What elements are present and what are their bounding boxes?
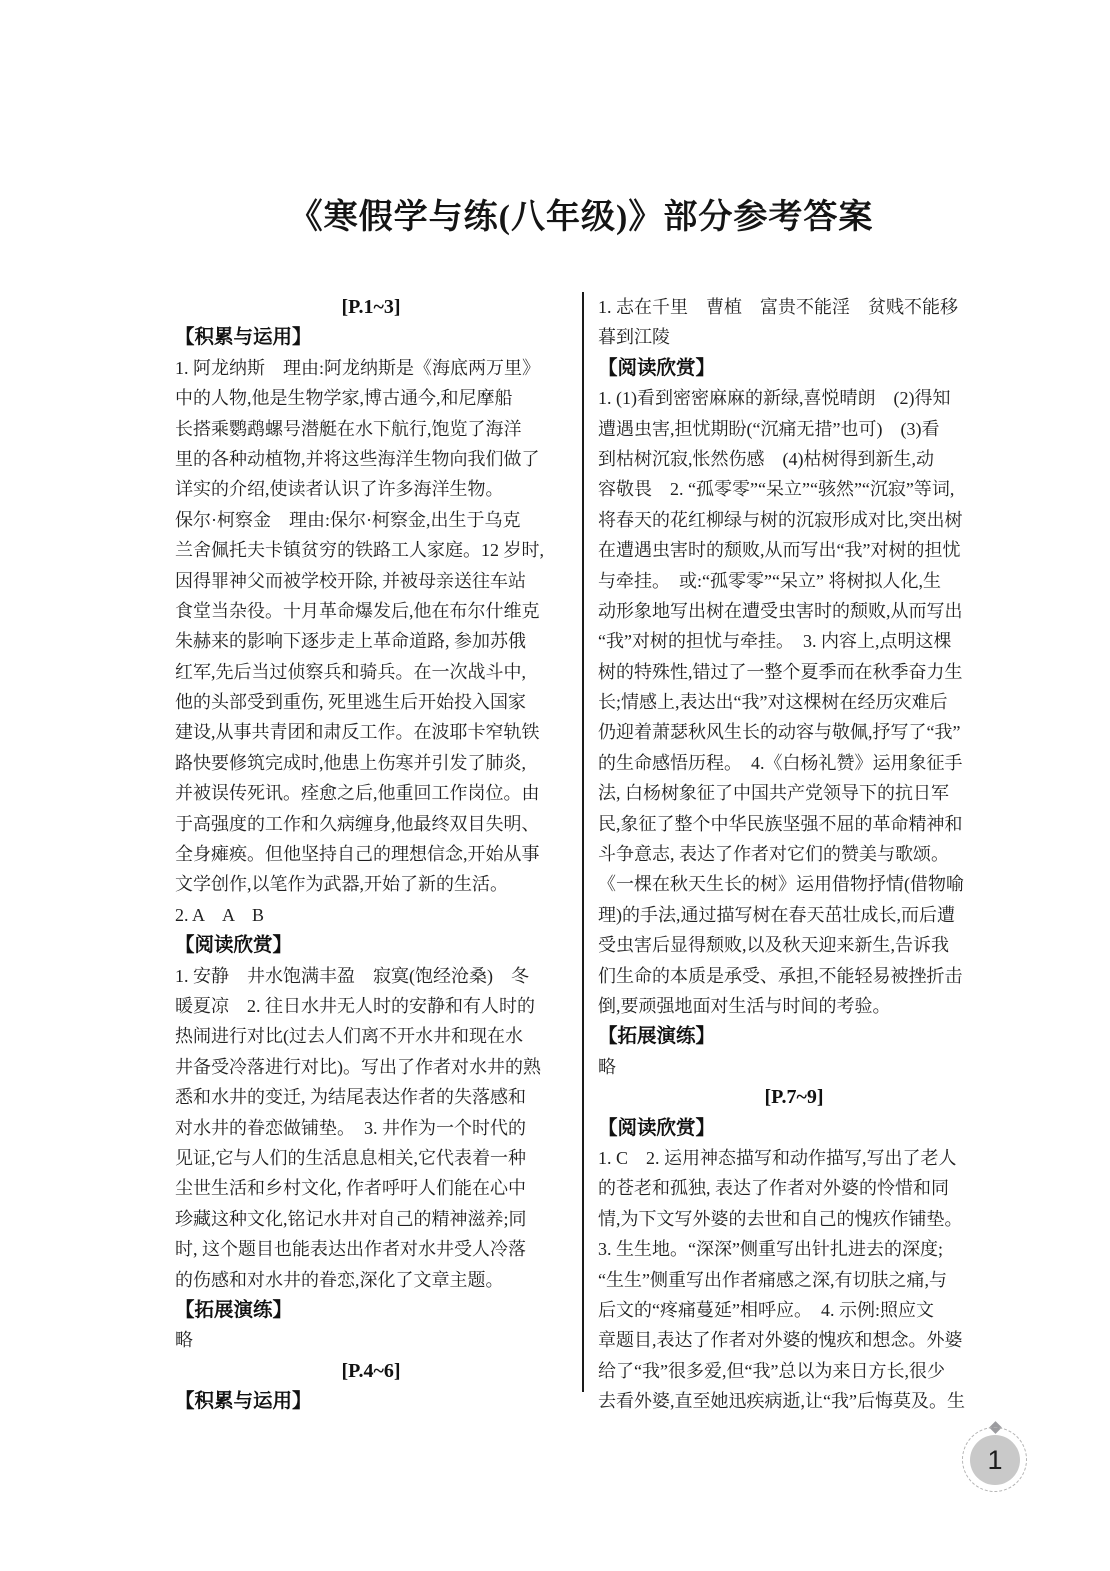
text-line-body: 情,为下文写外婆的去世和自己的愧疚作铺垫。 — [598, 1208, 963, 1229]
text-line-body: 于高强度的工作和久病缠身,他最终双目失明、 — [175, 813, 540, 834]
text-line-body: 路快要修筑完成时,他患上伤寒并引发了肺炎, — [175, 752, 526, 773]
text-line-body: 将春天的花红柳绿与树的沉寂形成对比,突出树 — [598, 509, 963, 530]
text-line-body: 理)的手法,通过描写树在春天茁壮成长,而后遭 — [598, 904, 955, 925]
text-line-body: 悉和水井的变迁, 为结尾表达作者的失落感和 — [175, 1087, 526, 1108]
page-title: 《寒假学与练(八年级)》部分参考答案 — [288, 199, 874, 236]
text-line-body: 章题目,表达了作者对外婆的愧疚和想念。外婆 — [598, 1330, 963, 1351]
text-line-body: 遭遇虫害,担忧期盼(“沉痛无措”也可) (3)看 — [598, 418, 940, 439]
text-line-header: 【积累与运用】 — [175, 326, 312, 349]
text-line-body: 热闹进行对比(过去人们离不开水井和现在水 — [175, 1026, 523, 1047]
text-line-body: 动形象地写出树在遭受虫害时的颓败,从而写出 — [598, 600, 963, 621]
text-line-body: 长;情感上,表达出“我”对这棵树在经历灾难后 — [598, 692, 948, 713]
text-line-body: 并被误传死讯。痊愈之后,他重回工作岗位。由 — [175, 783, 540, 804]
text-line-body: 因得罪神父而被学校开除, 并被母亲送往车站 — [175, 570, 526, 591]
text-line-body: 倒,要顽强地面对生活与时间的考验。 — [598, 995, 891, 1016]
text-line-body: 见证,它与人们的生活息息相关,它代表着一种 — [175, 1147, 526, 1168]
text-line-body: 详实的介绍,使读者认识了许多海洋生物。 — [175, 479, 504, 500]
text-line-body: 1. 安静 井水饱满丰盈 寂寞(饱经沧桑) 冬 — [175, 965, 529, 986]
text-line-body: 暖夏凉 2. 往日水井无人时的安静和有人时的 — [175, 995, 535, 1016]
page-number: 1 — [970, 1435, 1020, 1485]
text-line-page_ref: [P.1~3] — [341, 296, 401, 318]
text-line-body: 暮到江陵 — [598, 327, 670, 348]
text-line-body: 全身瘫痪。但他坚持自己的理想信念,开始从事 — [175, 844, 540, 865]
text-line-body: 到枯树沉寂,怅然伤感 (4)枯树得到新生,动 — [598, 448, 934, 469]
text-line-body: “生生”侧重写出作者痛感之深,有切肤之痛,与 — [598, 1269, 947, 1290]
text-line-page_ref: [P.4~6] — [341, 1359, 401, 1382]
text-line-body: 略 — [598, 1056, 616, 1077]
text-line-body: 建设,从事共青团和肃反工作。在波耶卡窄轨铁 — [175, 722, 540, 743]
text-line-body: 兰舍佩托夫卡镇贫穷的铁路工人家庭。12 岁时, — [175, 540, 544, 561]
text-line-body: 1. 志在千里 曹植 富贵不能淫 贫贱不能移 — [598, 297, 958, 317]
text-line-body: 法, 白杨树象征了中国共产党领导下的抗日军 — [598, 783, 949, 804]
text-line-header: 【积累与运用】 — [175, 1390, 312, 1413]
text-line-body: 民,象征了整个中华民族坚强不屈的革命精神和 — [598, 813, 963, 834]
text-line-body: 文学创作,以笔作为武器,开始了新的生活。 — [175, 874, 508, 895]
text-line-body: 仍迎着萧瑟秋风生长的动容与敬佩,抒写了“我” — [598, 722, 961, 743]
text-line-body: 受虫害后显得颓败,以及秋天迎来新生,告诉我 — [598, 935, 949, 956]
column-divider — [582, 292, 584, 1392]
right-column — [598, 292, 990, 1416]
text-line-body: “我”对树的担忧与牵挂。 3. 内容上,点明这棵 — [598, 631, 952, 652]
text-line-body: 3. 生生地。“深深”侧重写出针扎进去的深度; — [598, 1239, 943, 1260]
text-line-body: 们生命的本质是承受、承担,不能轻易被挫折击 — [598, 965, 963, 986]
text-line-body: 的伤感和对水井的眷恋,深化了文章主题。 — [175, 1269, 504, 1290]
text-line-body: 他的头部受到重伤, 死里逃生后开始投入国家 — [175, 692, 526, 713]
text-line-body: 容敬畏 2. “孤零零”“呆立”“骇然”“沉寂”等词, — [598, 479, 955, 500]
text-line-body: 的苍老和孤独, 表达了作者对外婆的怜惜和同 — [598, 1178, 949, 1199]
text-line-body: 朱赫来的影响下逐步走上革命道路, 参加苏俄 — [175, 631, 526, 652]
text-line-body: 树的特殊性,错过了一整个夏季而在秋季奋力生 — [598, 661, 963, 682]
text-line-body: 在遭遇虫害时的颓败,从而写出“我”对树的担忧 — [598, 540, 961, 561]
text-line-body: 1. 阿龙纳斯 理由:阿龙纳斯是《海底两万里》 — [175, 357, 540, 378]
text-line-body: 斗争意志, 表达了作者对它们的赞美与歌颂。 — [598, 844, 949, 865]
text-line-body: 红军,先后当过侦察兵和骑兵。在一次战斗中, — [175, 661, 526, 682]
text-line-header: 【拓展演练】 — [598, 1025, 716, 1048]
text-line-body: 1. (1)看到密密麻麻的新绿,喜悦晴朗 (2)得知 — [598, 388, 951, 409]
text-line-body: 尘世生活和乡村文化, 作者呼吁人们能在心中 — [175, 1178, 526, 1199]
text-line-body: 食堂当杂役。十月革命爆发后,他在布尔什维克 — [175, 600, 540, 621]
text-line-body: 井备受冷落进行对比)。写出了作者对水井的熟 — [175, 1056, 541, 1077]
text-line-body: 中的人物,他是生物学家,博古通今,和尼摩船 — [175, 388, 513, 409]
text-line-header: 【拓展演练】 — [175, 1298, 293, 1321]
text-line-body: 与牵挂。 或:“孤零零”“呆立” 将树拟人化,生 — [598, 570, 941, 591]
text-line-body: 1. C 2. 运用神态描写和动作描写,写出了老人 — [598, 1147, 957, 1168]
text-line-body: 给了“我”很多爱,但“我”总以为来日方长,很少 — [598, 1360, 945, 1381]
text-line-header: 【阅读欣赏】 — [598, 1116, 716, 1139]
text-line-body: 去看外婆,直至她迅疾病逝,让“我”后悔莫及。生 — [598, 1391, 965, 1412]
text-line-body: 后文的“疼痛蔓延”相呼应。 4. 示例:照应文 — [598, 1299, 934, 1320]
text-line-body: 对水井的眷恋做铺垫。 3. 井作为一个时代的 — [175, 1117, 526, 1138]
text-line-body: 《一棵在秋天生长的树》运用借物抒情(借物喻 — [598, 874, 964, 895]
left-column — [175, 292, 567, 1416]
text-line-header: 【阅读欣赏】 — [598, 356, 716, 379]
text-line-body: 长搭乘鹦鹉螺号潜艇在水下航行,饱览了海洋 — [175, 418, 522, 439]
text-line-body: 里的各种动植物,并将这些海洋生物向我们做了 — [175, 448, 540, 469]
text-line-page_ref: [P.7~9] — [764, 1086, 824, 1109]
text-line-body: 珍藏这种文化,铭记水井对自己的精神滋养;同 — [175, 1208, 527, 1229]
text-line-body: 时, 这个题目也能表达出作者对水井受人冷落 — [175, 1239, 526, 1260]
text-line-header: 【阅读欣赏】 — [175, 934, 293, 957]
page-number-badge — [962, 1427, 1030, 1495]
text-line-body: 略 — [175, 1330, 193, 1351]
text-line-body: 2. A A B — [175, 904, 265, 925]
text-line-body: 的生命感悟历程。 4.《白杨礼赞》运用象征手 — [598, 752, 963, 773]
text-line-body: 保尔·柯察金 理由:保尔·柯察金,出生于乌克 — [175, 509, 521, 530]
two-column-text-area — [175, 292, 990, 1416]
